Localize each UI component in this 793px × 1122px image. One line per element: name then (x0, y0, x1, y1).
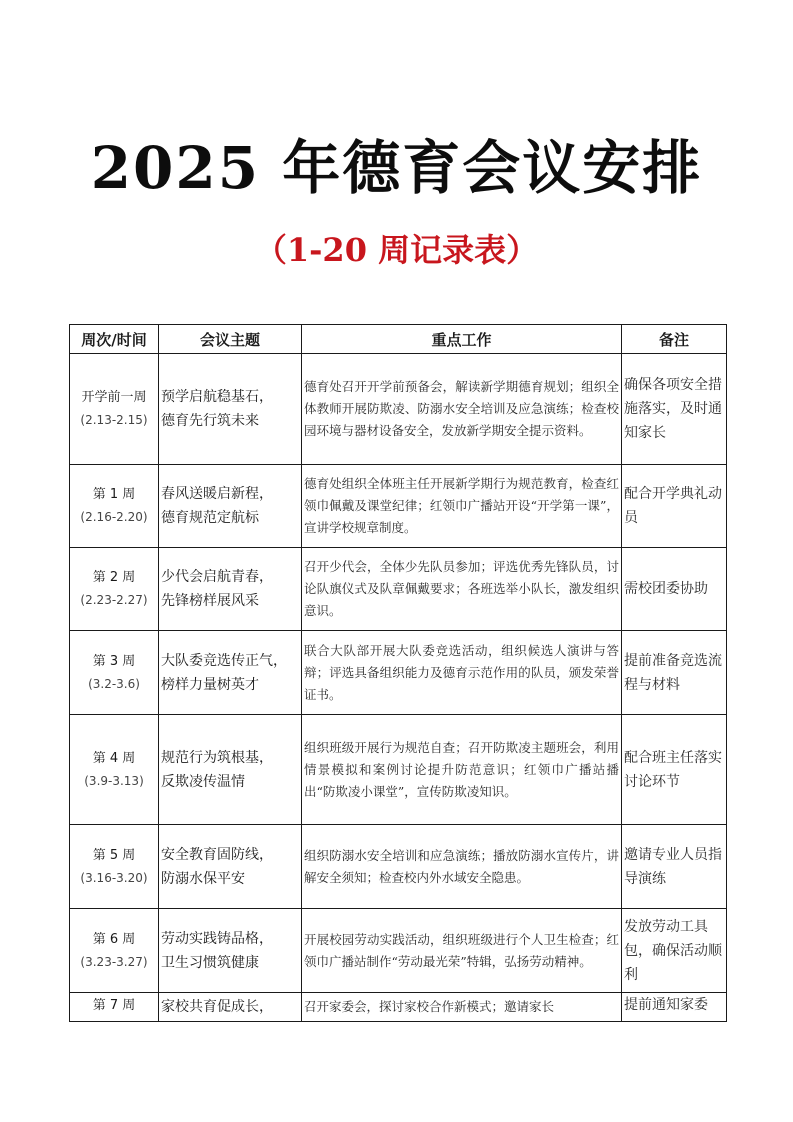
theme-cell (159, 465, 302, 548)
work-cell: 联合大队部开展大队委竞选活动，组织候选人演讲与答辩；评选具备组织能力及德育示范作用的队员，颁发荣誉证书。 (302, 631, 622, 715)
header-note: 备注 (622, 325, 727, 354)
week-dates: (2.13-2.15) (80, 413, 148, 427)
week-label: 第 3 周 (92, 653, 136, 669)
theme-line: 少代会启航青春， (161, 569, 273, 585)
theme-cell (159, 825, 302, 909)
work-cell: 召开家委会，探讨家校合作新模式；邀请家长 (302, 993, 622, 1022)
theme-line: 大队委竞选传正气， (161, 652, 287, 669)
page-subtitle: （1-20 周记录表） (254, 231, 539, 269)
work-cell: 召开少代会，全体少先队员参加；评选优秀先锋队员，讨论队旗仪式及队章佩戴要求；各班选举小队长，激发组织意识。 (302, 548, 622, 631)
week-label: 第 4 周 (92, 750, 136, 766)
theme-cell (159, 631, 302, 715)
table-row (70, 909, 727, 993)
week-cell (70, 715, 159, 825)
theme-line: 德育先行筑未来 (161, 413, 259, 429)
week-cell (70, 465, 159, 548)
table-row (70, 715, 727, 825)
theme-line: 预学启航稳基石， (161, 389, 273, 405)
theme-cell (159, 354, 302, 465)
note-cell: 邀请专业人员指导演练 (622, 825, 727, 909)
schedule-table (69, 324, 727, 1022)
work-cell: 开展校园劳动实践活动，组织班级进行个人卫生检查；红领巾广播站制作“劳动最光荣”特辑，弘扬劳动精神。 (302, 909, 622, 993)
theme-cell (159, 993, 302, 1022)
week-cell (70, 909, 159, 993)
week-dates: (2.16-2.20) (80, 510, 148, 524)
theme-line: 安全教育固防线， (161, 846, 273, 863)
week-label: 第 2 周 (92, 570, 136, 585)
theme-line: 榜样力量树英才 (161, 676, 259, 693)
week-label: 第 7 周 (92, 998, 136, 1013)
table-row (70, 548, 727, 631)
table-row (70, 993, 727, 1022)
week-label: 第 6 周 (92, 931, 136, 947)
work-cell: 德育处组织全体班主任开展新学期行为规范教育，检查红领巾佩戴及课堂纪律；红领巾广播站开设“开学第一课”，宣讲学校规章制度。 (302, 465, 622, 548)
table-row (70, 631, 727, 715)
note-cell: 发放劳动工具包，确保活动顺利 (622, 909, 727, 993)
table-row (70, 825, 727, 909)
header-week: 周次/时间 (70, 325, 159, 354)
theme-line: 先锋榜样展风采 (161, 593, 259, 609)
theme-line: 家校共育促成长， (161, 999, 273, 1015)
theme-line: 劳动实践铸品格， (161, 930, 273, 947)
week-dates: (3.2-3.6) (88, 676, 140, 691)
theme-line: 反欺凌传温情 (161, 773, 245, 790)
week-cell (70, 631, 159, 715)
note-cell: 提前通知家委 (622, 993, 727, 1022)
note-cell: 确保各项安全措施落实，及时通知家长 (622, 354, 727, 465)
table-row (70, 465, 727, 548)
week-cell (70, 354, 159, 465)
theme-cell (159, 715, 302, 825)
week-label: 开学前一周 (81, 390, 147, 405)
note-cell: 配合班主任落实讨论环节 (622, 715, 727, 825)
week-label: 第 1 周 (92, 487, 136, 502)
note-cell: 配合开学典礼动员 (622, 465, 727, 548)
header-work: 重点工作 (302, 325, 622, 354)
week-dates: (3.23-3.27) (80, 954, 148, 969)
theme-line: 规范行为筑根基， (161, 749, 273, 766)
work-cell: 组织班级开展行为规范自查；召开防欺凌主题班会，利用情景模拟和案例讨论提升防范意识；红领巾广播站播出“防欺凌小课堂”，宣传防欺凌知识。 (302, 715, 622, 825)
work-cell: 德育处召开开学前预备会，解读新学期德育规划；组织全体教师开展防欺凌、防溺水安全培训及应急演练；检查校园环境与器材设备安全，发放新学期安全提示资料。 (302, 354, 622, 465)
theme-cell (159, 909, 302, 993)
note-cell: 提前准备竞选流程与材料 (622, 631, 727, 715)
theme-line: 防溺水保平安 (161, 870, 245, 887)
week-cell (70, 993, 159, 1022)
table-header-row (70, 325, 727, 354)
page-title: 2025 年德育会议安排 (90, 134, 703, 202)
theme-line: 德育规范定航标 (161, 510, 259, 526)
week-dates: (3.9-3.13) (84, 773, 144, 788)
week-dates: (3.16-3.20) (80, 870, 148, 885)
week-cell (70, 548, 159, 631)
week-cell (70, 825, 159, 909)
theme-line: 卫生习惯筑健康 (161, 954, 259, 971)
theme-cell (159, 548, 302, 631)
note-cell: 需校团委协助 (622, 548, 727, 631)
table-row (70, 354, 727, 465)
week-label: 第 5 周 (92, 847, 136, 863)
week-dates: (2.23-2.27) (80, 593, 148, 607)
header-theme: 会议主题 (159, 325, 302, 354)
theme-line: 春风送暖启新程， (161, 486, 273, 502)
work-cell: 组织防溺水安全培训和应急演练；播放防溺水宣传片，讲解安全须知；检查校内外水域安全隐患。 (302, 825, 622, 909)
